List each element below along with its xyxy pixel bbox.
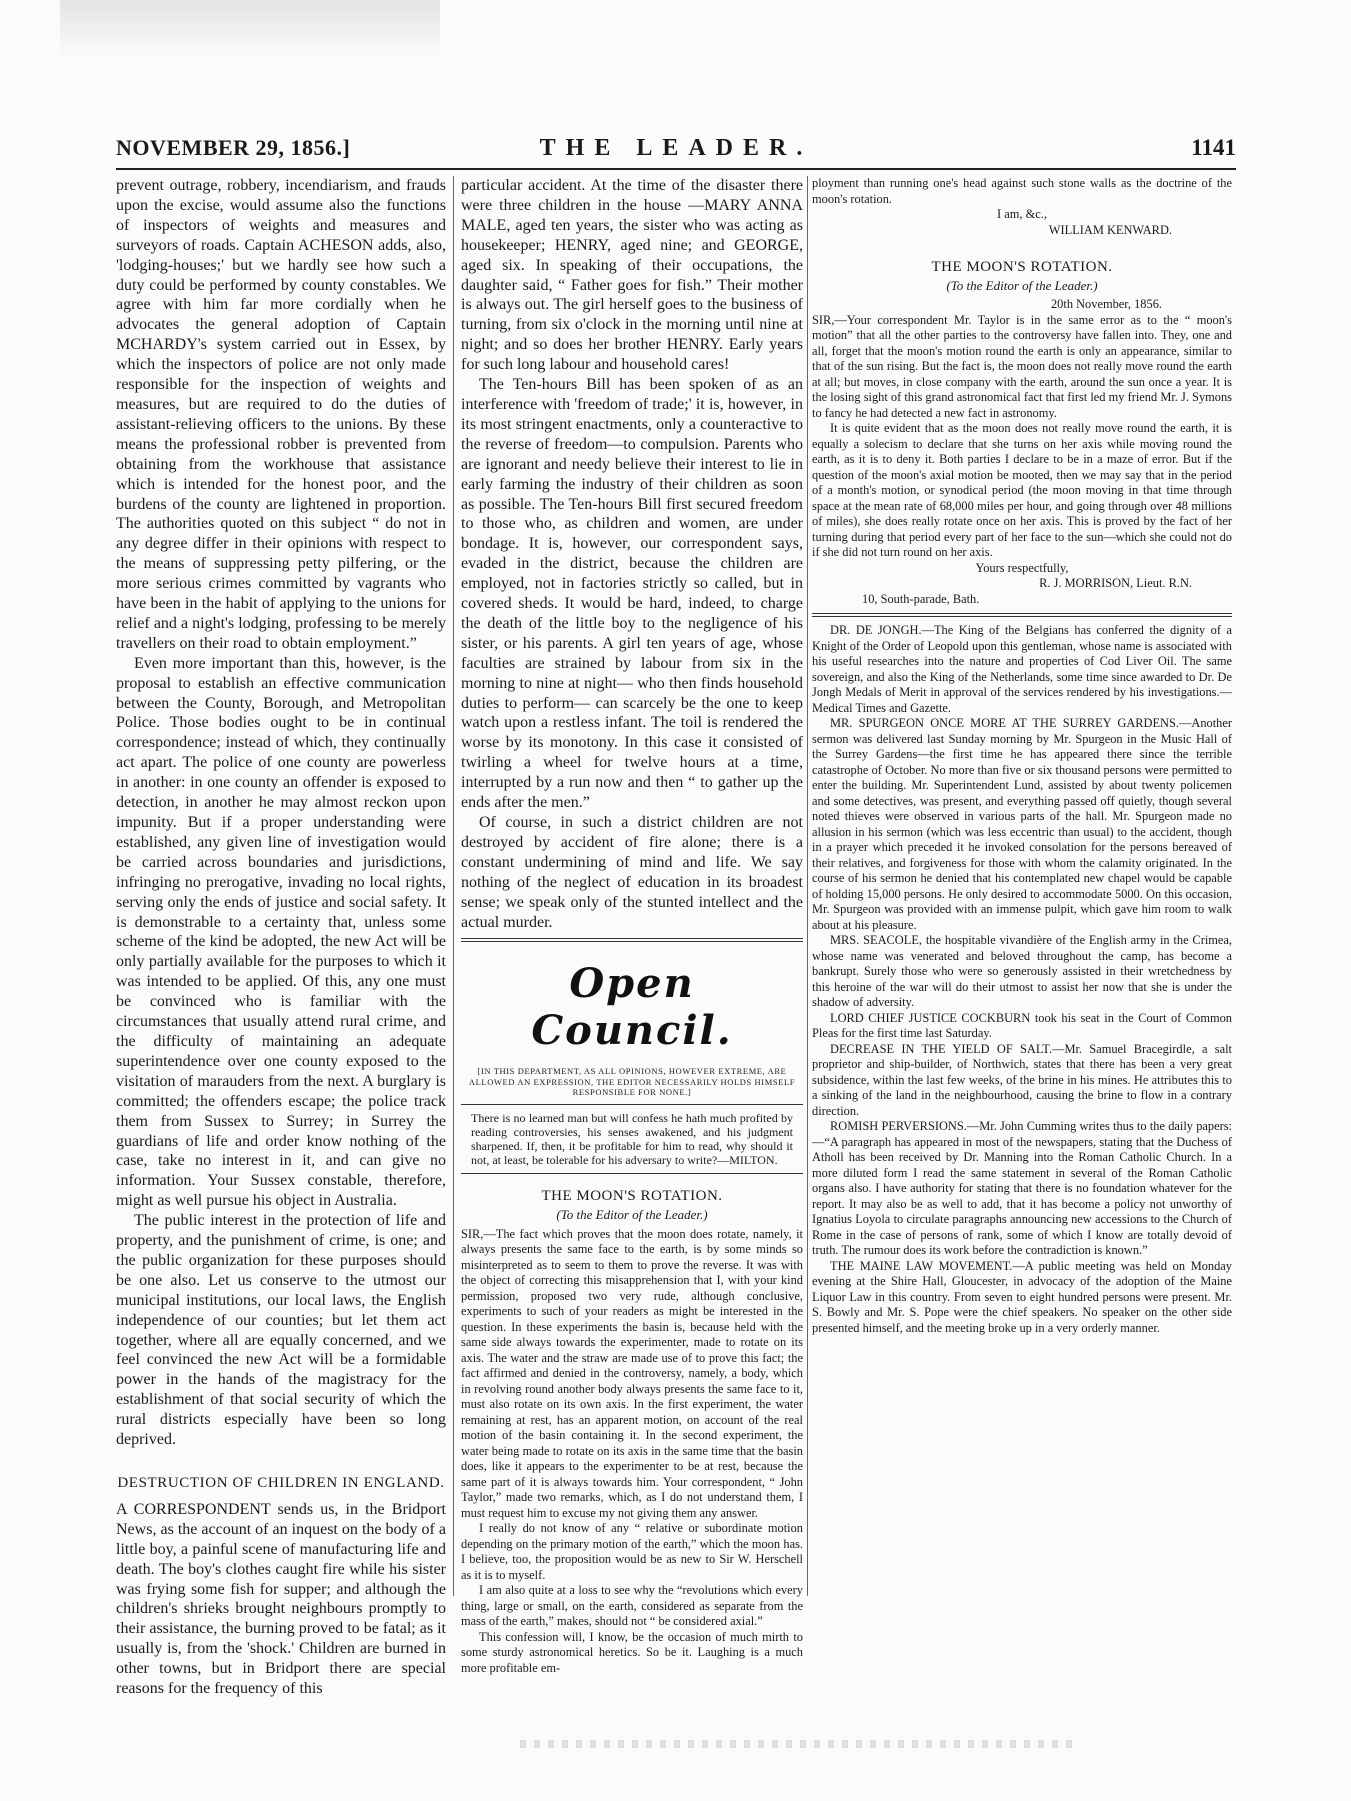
- editor-note: [IN THIS DEPARTMENT, AS ALL OPINIONS, HOWEVER EXTREME, ARE ALLOWED AN EXPRESSION, THE EDITOR NECESSARILY HOLDS HIMSELF RESPONSIBLE FOR NONE.]: [468, 1066, 796, 1098]
- address: 10, South-parade, Bath.: [862, 591, 980, 606]
- article-paragraph: A CORRESPONDENT sends us, in the Bridport News, as the account of an inquest on the body of a little boy, a painful scene of manufacturing life and death. The boy's clothes caught fire while his sister was frying some fish for supper; and although the children's shrieks brought neighbours promptly to their assistance, the burning proved to be fatal; as it usually is, from the 'shock.' Children are burned in other towns, but in Bridport there are special reasons for the frequency of this: [116, 1500, 446, 1698]
- newspaper-title: THE LEADER.: [539, 135, 813, 161]
- letter-heading: THE MOON'S ROTATION.: [931, 259, 1113, 275]
- masthead-rule: [116, 168, 1236, 170]
- milton-motto: There is no learned man but will confess he hath much profited by reading controversies, his senses awakened, and his judgment sharpened. If, then, it be profitable for him to read, why should it not, at least, be tolerable for his adversary to write?—MILTON.: [471, 1110, 793, 1167]
- open-council-title: Open Council.: [531, 960, 733, 1055]
- issue-date: NOVEMBER 29, 1856.]: [116, 135, 351, 160]
- page-number: 1141: [1191, 135, 1236, 160]
- letter-subheading: (To the Editor of the Leader.): [946, 277, 1098, 293]
- column-1: [116, 176, 446, 1698]
- scan-artifact: [520, 1740, 1080, 1748]
- article-paragraph: Of course, in such a district children are not destroyed by accident of fire alone; there is a constant undermining of mind and life. We say nothing of the neglect of education in its broadest sense; we speak only of the stunted intellect and the actual murder.: [461, 814, 803, 931]
- sign-off: I am, &c.,: [997, 207, 1047, 221]
- letter-paragraph: SIR,—Your correspondent Mr. Taylor is in the same error as to the “ moon's motion” that all the other parties to the controversy have fallen into. They, one and all, forget that the moon's motion round the earth is only an appearance, similar to that of the sun rising. But the fact is, the moon does not really move round the earth at all; but moves, in close company with the earth, around the sun once a year. It is the losing sight of this grand astronomical fact that first led my friend Mr. J. Symons to fancy he had detected a new fact in astronomy.: [812, 312, 1232, 420]
- letter-continuation: ployment than running one's head against such stone walls as the doctrine of the moon's rotation.: [812, 176, 1232, 206]
- news-item: ROMISH PERVERSIONS.—Mr. John Cumming writes thus to the daily papers:—“A paragraph has appeared in most of the newspapers, stating that the Duchess of Atholl has been received by Dr. Manning into the Roman Catholic Church. In a more diluted form I read the same statement in several of the Roman Catholic organs also. I have authority for stating that there is no foundation whatever for the report. It may also be as well to add, that it has become a policy not unworthy of Ignatius Loyola to circulate paragraphs announcing new accessions to the Church of Rome in the case of persons of rank, some of which I know are totally devoid of truth. The rumour does its work before the contradiction is known.”: [812, 1119, 1232, 1257]
- letter-heading: THE MOON'S ROTATION.: [541, 1187, 723, 1204]
- news-item: DECREASE IN THE YIELD OF SALT.—Mr. Samuel Bracegirdle, a salt proprietor and ship-builder, of Northwich, states that there has been a very great subsidence, within the last few weeks, of the brine in his mines. He attributes this to a sinking of the land in the neighbourhood, causing the brine to flow in a contrary direction.: [812, 1041, 1232, 1118]
- masthead: [116, 135, 1236, 165]
- section-rule: [461, 938, 803, 942]
- letter-subheading: (To the Editor of the Leader.): [556, 1206, 708, 1222]
- column-divider: [807, 176, 808, 1596]
- signature: WILLIAM KENWARD.: [1048, 222, 1172, 237]
- article-heading: DESTRUCTION OF CHILDREN IN ENGLAND.: [117, 1475, 445, 1491]
- section-rule: [461, 1104, 803, 1105]
- column-divider: [453, 176, 454, 1596]
- article-paragraph: Even more important than this, however, is the proposal to establish an effective communication between the County, Borough, and Metropolitan Police. Those bodies ought to be in continual correspondence; instead of which, they continually act apart. The police of one county are powerless in another: in one county an offender is exposed to detection, in another he may almost reckon upon impunity. But if a proper understanding were established, any given line of investigation would be carried across boundaries and jurisdictions, infringing no prerogative, invading no local rights, serving only the ends of justice and social safety. It is demonstrable to a certainty that, unless some scheme of the kind be adopted, the new Act will be only partially available for the purposes to which it was intended to be applied. Of this, any one must be convinced who is familiar with the circumstances that usually attend rural crime, and the difficulty of maintaining an adequate superintendence over one county exposed to the visitation of marauders from the next. A burglary is committed; the offenders escape; the police track them from Sussex to Surrey; in Surrey the guardians of life and order know nothing of the case, take no interest in it, and can give no information. Your Sussex constable, therefore, might as well pursue his object in Australia.: [116, 654, 446, 1210]
- letter-paragraph: It is quite evident that as the moon does not really move round the earth, it is equally a solecism to declare that she turns on her axis while moving round the earth, as it is to deny it. Both parties I declare to be in a maze of error. But if the question of the moon's axial motion be mooted, then we may say that in the period of a month's motion, or synodical period (the moon moving in that time through space at the mean rate of 68,000 miles per hour, and going through over 48 millions of miles), she does really rotate once on her axis. This is proved by the fact of her turning during that period every part of her face to the sun—which she could not do if she did not turn round on her axis.: [812, 421, 1232, 559]
- column-3: [812, 176, 1232, 1600]
- column-2: [461, 176, 803, 1675]
- letter-paragraph: SIR,—The fact which proves that the moon does rotate, namely, it always presents the same face to the earth, is by some minds so misinterpreted as to seem to them to prove the reverse. It was with the object of correcting this misapprehension that I, with your kind permission, proposed two very rude, although conclusive, experiments to such of your readers as might be interested in the question. In these experiments the basin is, because held with the same side always towards the experimenter, made to rotate on its axis. The water and the straw are made use of to prove this fact; the fact affirmed and denied in the controversy, namely, a body, which in revolving round another body always presents the same face to it, must also rotate on its own axis. In the first experiment, the water remaining at rest, has an apparent motion, on account of the real motion of the basin containing it. In the second experiment, the water being made to rotate on its axis in the same time that the basin does, like it appears to the experimenter to be at rest, because the same part of it is always towards him. Your correspondent, “ John Taylor,” made two remarks, which, as I do not understand them, I must request him to excuse my not giving them any answer.: [461, 1226, 803, 1520]
- signature: R. J. MORRISON, Lieut. R.N.: [1039, 576, 1192, 590]
- news-item: MR. SPURGEON ONCE MORE AT THE SURREY GARDENS.—Another sermon was delivered last Sunday morning by Mr. Spurgeon in the Music Hall of the Surrey Gardens—the first time he has appeared there since the terrible catastrophe of October. No more than five or six thousand persons were permitted to enter the building. Mr. Superintendent Lund, assisted by about twenty policemen and some detectives, was present, and everything passed off quietly, though several noted thieves were observed in various parts of the hall. Mr. Spurgeon made no allusion in his sermon (which was less eccentric than usual) to the accident, though in a prayer which preceded it he invoked consolation for the persons bereaved of their relatives, and forgiveness for those with whom the calamity originated. In the course of his sermon he denied that his contemplated new chapel would be capable of holding 15,000 persons. He only desired to accommodate 5000. On this occasion, Mr. Spurgeon was provided with an immense pulpit, which gave him room to walk about at his pleasure.: [812, 716, 1232, 932]
- article-paragraph: particular accident. At the time of the disaster there were three children in the house —MARY ANNA MALE, aged ten years, the sister who was acting as housekeeper; HENRY, aged nine; and GEORGE, aged six. In speaking of their occupations, the daughter said, “ Father goes for fish.” Their mother is always out. The girl herself goes to the business of turning, from six o'clock in the morning until nine at night; and so does her brother HENRY. Early years for such long labour and household cares!: [461, 177, 803, 374]
- closing: Yours respectfully,: [975, 560, 1069, 575]
- news-item: THE MAINE LAW MOVEMENT.—A public meeting was held on Monday evening at the Shire Hall, Gloucester, in advocacy of the adoption of the Maine Liquor Law in this country. From seven to eight hundred persons were present. Mr. S. Bowly and Mr. S. Pope were the chief speakers. No speaker on the other side presented himself, and the meeting broke up in a very orderly manner.: [812, 1258, 1232, 1335]
- news-item: LORD CHIEF JUSTICE COCKBURN took his seat in the Court of Common Pleas for the first time last Saturday.: [812, 1010, 1232, 1040]
- letter-date: 20th November, 1856.: [1050, 297, 1162, 311]
- section-rule: [461, 1173, 803, 1174]
- article-paragraph: prevent outrage, robbery, incendiarism, and frauds upon the excise, would assume also the functions of inspectors of weights and measures and surveyors of roads. Captain ACHESON adds, also, 'lodging-houses;' but we hardly see how such a duty could be performed by county constables. We agree with him far more cordially when he advocates the general adoption of Captain MCHARDY's system carried out in Essex, by which the inspectors of police are not only made responsible for the inspection of weights and measures, but are required to do the duties of assistant-relieving officers to the unions. By these means the professional robber is prevented from obtaining from the workhouse that assistance which is intended for the honest poor, and the burdens of the county are lightened in proportion. The authorities quoted on this subject “ do not in any degree differ in their opinions with respect to the means of suppressing petty pilfering, or the more serious crimes committed by vagrants who have been in the habit of applying to the unions for relief and a night's lodging, professing to be merely travellers on their road to obtain employment.”: [116, 177, 446, 652]
- news-item: DR. DE JONGH.—The King of the Belgians has conferred the dignity of a Knight of the Order of Leopold upon this gentleman, whose name is associated with his useful researches into the nature and properties of Cod Liver Oil. The same sovereign, and also the King of the Netherlands, some time since awarded to Dr. De Jongh Medals of Merit in approval of the services rendered by his investigations.—Medical Times and Gazette.: [812, 623, 1232, 715]
- news-item: MRS. SEACOLE, the hospitable vivandière of the English army in the Crimea, whose name was venerated and beloved throughout the camp, has become a bankrupt. Surely those who were so generously assisted in their wretchedness by this heroine of the war will do their utmost to assist her now that she is under the shadow of adversity.: [812, 933, 1232, 1009]
- letter-paragraph: This confession will, I know, be the occasion of much mirth to some sturdy astronomical heretics. So be it. Laughing is a much more profitable em-: [461, 1629, 803, 1675]
- section-rule: [812, 613, 1232, 617]
- scan-smudge: [60, 0, 440, 60]
- article-paragraph: The Ten-hours Bill has been spoken of as an interference with 'freedom of trade;' it is, however, in its most stringent enactments, only a counteractive to the reverse of freedom—to compulsion. Parents who are ignorant and needy believe their interest to lie in early farming the industry of their children as soon as possible. The Ten-hours Bill first secured freedom to those who, as children and women, are under bondage. It is, however, our correspondent says, evaded in the district, because the children are employed, not in factories strictly so called, but in covered sheds. It would be hard, indeed, to charge the death of the little boy to the negligence of his sister, or his parents. A girl ten years of age, whose faculties are strained by labour from six in the morning to nine at night— who then finds household duties to perform— can scarcely be the one to keep watch upon a restless infant. The toil is rendered the worse by its monotony. In this case it consisted of twirling a wheel for twelve hours at a time, interrupted by a run now and then “ to gather up the ends after the men.”: [461, 376, 803, 812]
- letter-paragraph: I am also quite at a loss to see why the “revolutions which every thing, large or small, on the earth, considered as separate from the mass of the earth,” makes, should not “ be considered axial.”: [461, 1583, 803, 1629]
- article-paragraph: The public interest in the protection of life and property, and the punishment of crime, is one; and the public organization for these purposes should be one also. Let us conserve to the utmost our municipal institutions, our local laws, the English independence of our counties; but let them act together, where all are equally concerned, and we feel convinced the new Act will be a formidable power in the hands of the magistracy for the establishment of that social security of which the rural districts especially have been so long deprived.: [116, 1212, 446, 1449]
- letter-paragraph: I really do not know of any “ relative or subordinate motion depending on the primary motion of the earth,” which the moon has. I believe, too, the proposition would be as new to Sir W. Herschell as it is to myself.: [461, 1521, 803, 1582]
